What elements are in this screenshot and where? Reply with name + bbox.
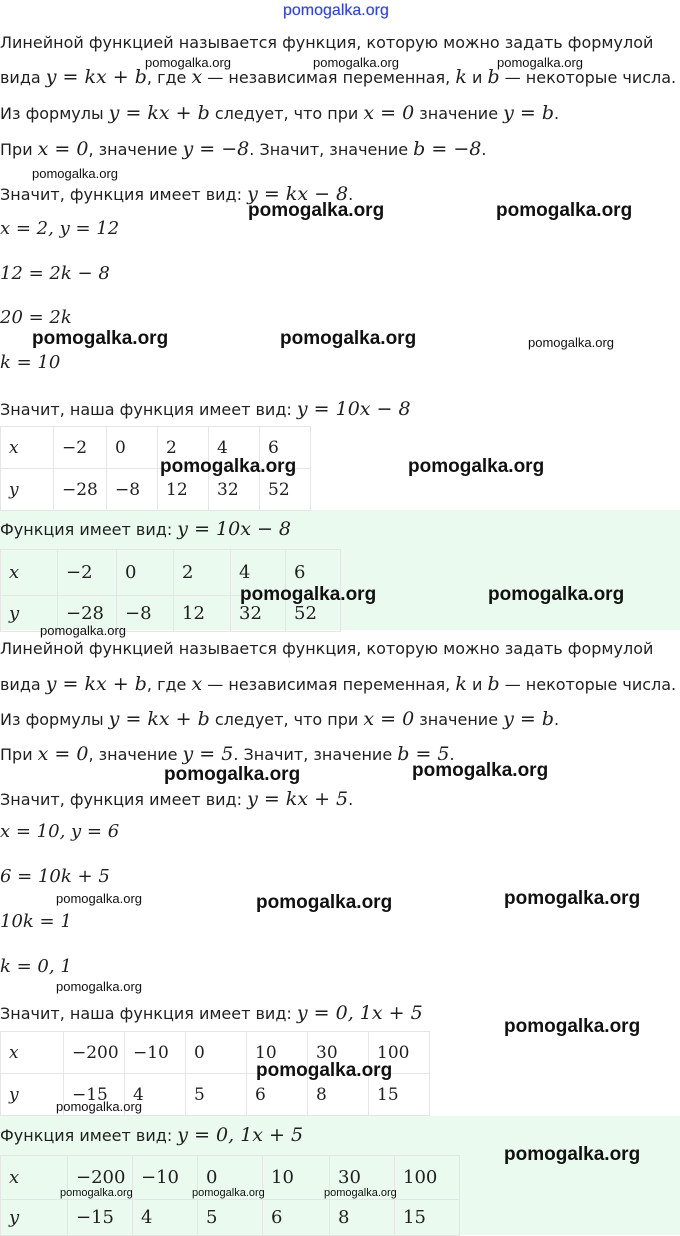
text: — независимая переменная, (202, 68, 456, 87)
text: Значит, функция имеет вид: (0, 185, 248, 204)
formula: y = b (503, 708, 555, 730)
watermark: pomogalka.org (497, 55, 583, 70)
watermark: pomogalka.org (324, 1187, 397, 1199)
calc-step-3: 20 = 2k (0, 307, 72, 328)
table-cell: −15 (68, 1200, 133, 1236)
table-cell: x (1, 550, 58, 596)
calc-step-4: k = 10 (0, 352, 61, 373)
table-cell: y (1, 1074, 64, 1116)
table-cell: 6 (263, 1200, 330, 1236)
formula: x = 0 (363, 708, 415, 730)
text: . (348, 790, 354, 809)
formula: y = kx + b (45, 673, 147, 695)
text: . Значит, значение (249, 140, 414, 159)
formula: x (191, 66, 203, 88)
answer-title-1 (0, 517, 291, 542)
watermark: pomogalka.org (488, 584, 625, 605)
table-cell: 30 (308, 1032, 369, 1074)
watermark: pomogalka.org (56, 979, 142, 994)
text: — независимая переменная, (202, 675, 456, 694)
watermark: pomogalka.org (32, 328, 169, 349)
text: . (348, 185, 354, 204)
text: , где (146, 68, 192, 87)
table-cell: −28 (54, 469, 107, 511)
table-cell: 5 (198, 1200, 263, 1236)
formula: y = kx + 5 (247, 788, 349, 810)
site-header-logo[interactable]: pomogalka.org (283, 2, 389, 19)
text: , где (146, 675, 192, 694)
table-cell: −15 (64, 1074, 125, 1116)
watermark: pomogalka.org (313, 55, 399, 70)
table-cell: 2 (174, 550, 231, 596)
text: — некоторые числа. (499, 68, 677, 87)
table-cell: 8 (308, 1074, 369, 1116)
watermark: pomogalka.org (192, 1187, 265, 1199)
table-cell: 6 (260, 427, 311, 469)
text: . (481, 140, 487, 159)
watermark: pomogalka.org (256, 1060, 393, 1081)
table-cell: −8 (117, 596, 174, 632)
table-cell: −200 (64, 1032, 125, 1074)
table-cell: 4 (125, 1074, 186, 1116)
table-cell: 52 (286, 596, 341, 632)
text: следует, что при (209, 710, 364, 729)
table-cell: 5 (186, 1074, 247, 1116)
text: значение (414, 104, 504, 123)
table-cell: 12 (174, 596, 231, 632)
text: . (554, 710, 560, 729)
watermark: pomogalka.org (56, 891, 142, 906)
watermark: pomogalka.org (504, 888, 641, 909)
table-cell: 10 (263, 1156, 330, 1200)
formula: y = kx + b (108, 708, 210, 730)
watermark: pomogalka.org (145, 55, 231, 70)
text: Значит, наша функция имеет вид: (0, 1004, 297, 1023)
table-cell: −2 (58, 550, 117, 596)
function-form-line (0, 787, 353, 812)
table-cell: 0 (186, 1032, 247, 1074)
table-cell: 100 (369, 1032, 430, 1074)
table-cell: 4 (133, 1200, 198, 1236)
watermark: pomogalka.org (32, 166, 118, 181)
b-value-line (0, 137, 486, 162)
table-cell: 6 (247, 1074, 308, 1116)
table-cell: x (1, 1032, 64, 1074)
formula: y = 5 (182, 743, 234, 765)
formula: y = kx + b (108, 102, 210, 124)
text: Функция имеет вид: (0, 1126, 178, 1145)
text: вида (0, 68, 46, 87)
watermark: pomogalka.org (528, 335, 614, 350)
calc-step-1: x = 10, y = 6 (0, 821, 120, 842)
watermark: pomogalka.org (412, 760, 549, 781)
formula: b = 5 (397, 743, 450, 765)
table-cell: y (1, 1200, 68, 1236)
answer-title-2 (0, 1123, 303, 1148)
text: Из формулы (0, 104, 109, 123)
formula-consequence-line (0, 707, 559, 732)
text: вида (0, 675, 46, 694)
table-cell: −10 (125, 1032, 186, 1074)
table-cell: x (1, 1156, 68, 1200)
formula: y = 0, 1x + 5 (296, 1002, 423, 1024)
table-cell: 32 (209, 469, 260, 511)
table-cell: 4 (231, 550, 286, 596)
formula: k (455, 673, 467, 695)
table-cell: 15 (369, 1074, 430, 1116)
watermark: pomogalka.org (40, 623, 126, 638)
table-cell: 0 (107, 427, 158, 469)
calc-step-4: k = 0, 1 (0, 956, 72, 977)
formula: b (487, 66, 500, 88)
watermark: pomogalka.org (408, 456, 545, 477)
table-cell: 0 (198, 1156, 263, 1200)
text: . (554, 104, 560, 123)
formula: k (455, 66, 467, 88)
text: и (466, 68, 488, 87)
formula: y = b (503, 102, 555, 124)
table-row-y (1, 1200, 460, 1236)
table-cell: 30 (330, 1156, 395, 1200)
definition-line-1: Линейной функцией называется функция, которую можно задать формулой (0, 639, 654, 658)
table-cell: 0 (117, 550, 174, 596)
result-line (0, 397, 411, 422)
table-cell: −2 (54, 427, 107, 469)
definition-line-2 (0, 672, 676, 697)
table-cell: 10 (247, 1032, 308, 1074)
text: следует, что при (209, 104, 364, 123)
watermark: pomogalka.org (56, 1099, 142, 1114)
text: . Значит, значение (233, 745, 398, 764)
formula: y = 10x − 8 (177, 518, 292, 540)
table-cell: 6 (286, 550, 341, 596)
formula: y = −8 (182, 138, 250, 160)
formula-consequence-line (0, 101, 559, 126)
calc-step-3: 10k = 1 (0, 911, 72, 932)
text: — некоторые числа. (499, 675, 677, 694)
table-cell: −28 (58, 596, 117, 632)
table-cell: −10 (133, 1156, 198, 1200)
text: Из формулы (0, 710, 109, 729)
formula: y = 0, 1x + 5 (177, 1124, 304, 1146)
formula: x = 0 (363, 102, 415, 124)
table-cell: −8 (107, 469, 158, 511)
text: Функция имеет вид: (0, 520, 178, 539)
table-cell: 4 (209, 427, 260, 469)
text: , значение (88, 745, 183, 764)
watermark: pomogalka.org (164, 764, 301, 785)
table-cell: 2 (158, 427, 209, 469)
table-cell: 32 (231, 596, 286, 632)
formula: x (191, 673, 203, 695)
formula: x = 0 (37, 743, 89, 765)
table-cell: x (1, 427, 54, 469)
table-cell: 52 (260, 469, 311, 511)
definition-line-1: Линейной функцией называется функция, которую можно задать формулой (0, 33, 654, 52)
table-cell: y (1, 469, 54, 511)
text: . (449, 745, 455, 764)
watermark: pomogalka.org (280, 328, 417, 349)
formula: y = kx − 8 (247, 183, 349, 205)
watermark: pomogalka.org (504, 1016, 641, 1037)
text: При (0, 140, 38, 159)
text: Значит, функция имеет вид: (0, 790, 248, 809)
table-cell: 15 (395, 1200, 460, 1236)
text: При (0, 745, 38, 764)
watermark: pomogalka.org (160, 456, 297, 477)
watermark: pomogalka.org (504, 1144, 641, 1165)
watermark: pomogalka.org (248, 200, 385, 221)
formula: x = 0 (37, 138, 89, 160)
table-cell: 8 (330, 1200, 395, 1236)
text: и (466, 675, 488, 694)
result-line (0, 1001, 423, 1026)
watermark: pomogalka.org (240, 584, 377, 605)
text: значение (414, 710, 504, 729)
formula: y = 10x − 8 (296, 398, 411, 420)
calc-step-2: 6 = 10k + 5 (0, 866, 110, 887)
text: Значит, наша функция имеет вид: (0, 400, 297, 419)
table-cell: y (1, 596, 58, 632)
watermark: pomogalka.org (60, 1187, 133, 1199)
table-cell: 12 (158, 469, 209, 511)
text: , значение (88, 140, 183, 159)
calc-step-2: 12 = 2k − 8 (0, 263, 110, 284)
table-cell: 100 (395, 1156, 460, 1200)
table-cell: −200 (68, 1156, 133, 1200)
formula: y = kx + b (45, 66, 147, 88)
watermark: pomogalka.org (496, 200, 633, 221)
watermark: pomogalka.org (256, 892, 393, 913)
formula: b = −8 (413, 138, 482, 160)
formula: b (487, 673, 500, 695)
calc-step-1: x = 2, y = 12 (0, 218, 120, 239)
